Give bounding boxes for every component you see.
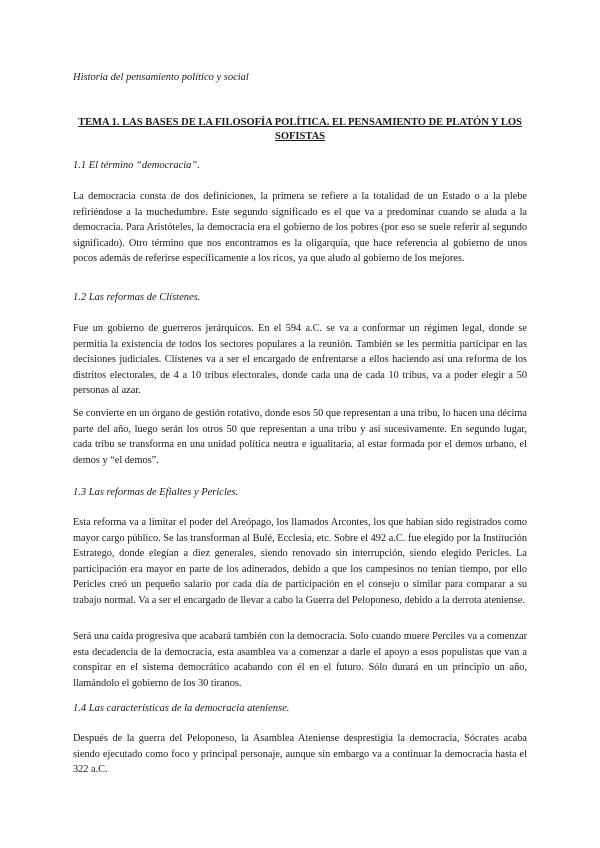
section-heading-1-4: 1.4 Las características de la democracia ateniense.: [73, 703, 290, 714]
paragraph-clistenes-2: Se convierte en un órgano de gestión rotativo, donde esos 50 que representan a una tribu, lo hacen una décima parte del año, luego serán los otros 50 que representan a una tribu y así sucesivamente. En segundo lugar, cada tribu se transforma en una unidad política neutra e igualitaria, al estar formada por el demos urbano, el demos y “el demos”.: [73, 408, 527, 466]
section-heading-1-3: 1.3 Las reformas de Efialtes y Pericles.: [73, 487, 239, 498]
paragraph-clistenes-1: Fue un gobierno de guerreros jerárquicos. En el 594 a.C. se va a conformar un régimen legal, donde se permitía la existencia de todos los sectores populares a la reunión. También se les permitía participar en las decisiones judiciales. Clístenes va a ser el encargado de enfrentarse a ellos haciendo así una reforma de los distritos electorales, de 4 a 10 tribus electorales, donde cada una de cada 10 tribus, va a poder elegir a 50 personas al azar.: [73, 323, 527, 397]
section-heading-1-1: 1.1 El término “democracia”.: [73, 160, 200, 171]
paragraph-efialtes-pericles-1: Esta reforma va a limitar el poder del Areópago, los llamados Arcontes, los que habían sido registrados como mayor cargo público. Se las transforman al Bulé, Ecclesia, etc. Sobre el 492 a.C. fue elegido por la Institución Estratego, donde elegían a diez generales, siendo renovado sin interrupción, siendo elegido Pericles. La participación era mayor en parte de los adinerados, debido a que los campesinos no tenían tiempo, por ello Pericles creó un pequeño salario por cada día de participación en el consejo o similar para comparar a su trabajo normal. Va a ser el encargado de llevar a cabo la Guerra del Peloponeso, debido a la derrota ateniense.: [73, 517, 527, 606]
paragraph-efialtes-pericles-2: Será una caída progresiva que acabará también con la democracia. Solo cuando muere Perciles va a comenzar esta decadencia de la democracia, esta asamblea va a comenzar a darle el apoyo a esos populistas que van a conspirar en el sistema democrático acabando con él en el futuro. Sólo durará en un principio un año, llamándolo el gobierno de los 30 tiranos.: [73, 631, 527, 689]
running-header: Historia del pensamiento político y social: [73, 72, 249, 83]
paragraph-democracia: La democracia consta de dos definiciones, la primera se refiere a la totalidad de un Estado o a la plebe refiriéndose a la muchedumbre. Este segundo significado es el que va a predominar cuando se aluda a la democracia. Para Aristóteles, la democracia era el gobierno de los pobres (por eso se suele referir al segundo significado). Otro término que nos encontramos es la oligarquía, que hace referencia al gobierno de unos pocos además de referirse específicamente a los ricos, ya que aludo al gobierno de los mejores.: [73, 191, 527, 265]
chapter-title: TEMA 1. LAS BASES DE LA FILOSOFÍA POLÍTICA. EL PENSAMIENTO DE PLATÓN Y LOS SOFISTAS: [78, 117, 522, 142]
section-heading-1-2: 1.2 Las reformas de Clístenes.: [73, 292, 201, 303]
paragraph-caracteristicas: Después de la guerra del Peloponeso, la Asamblea Ateniense desprestigia la democracia, Sócrates acaba siendo ejecutado como foco y principal personaje, aunque sin embargo va a continuar la democracia hasta el 322 a.C.: [73, 733, 527, 776]
